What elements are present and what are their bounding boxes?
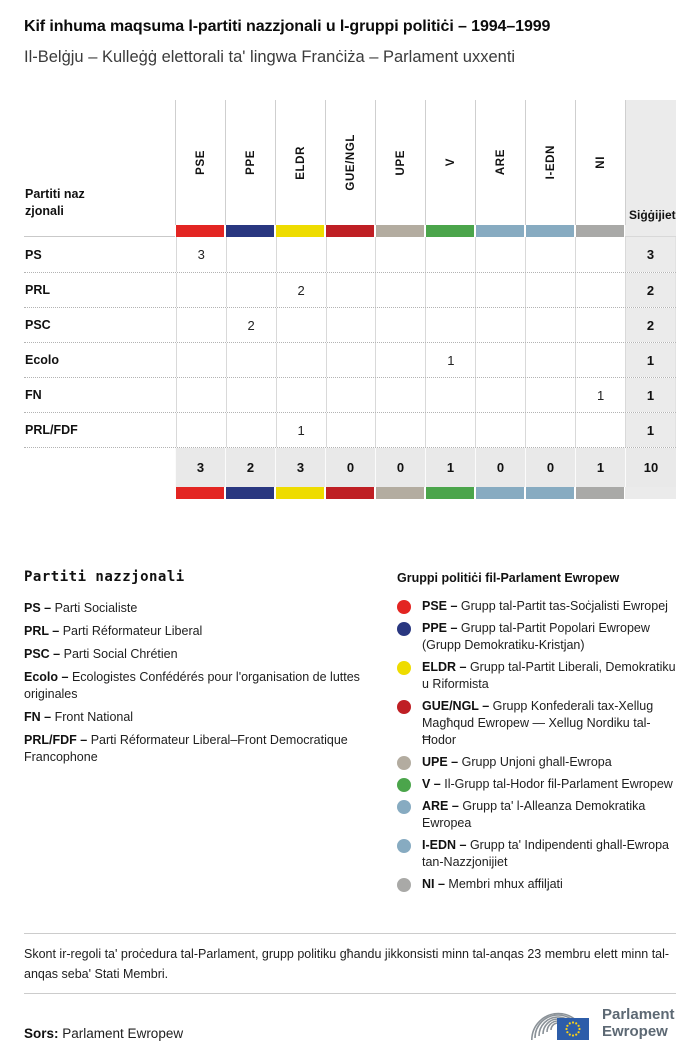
value-cell <box>375 273 425 307</box>
seats-cell: 1 <box>625 378 676 412</box>
value-cell <box>375 237 425 272</box>
value-cell <box>226 343 276 377</box>
column-header-ppe: PPE <box>225 100 275 225</box>
table-row-ps <box>24 237 676 272</box>
value-cell <box>326 273 376 307</box>
group-color-dot <box>397 778 411 792</box>
column-header-guengl: GUE/NGL <box>325 100 375 225</box>
seats-table <box>24 100 676 499</box>
group-color-bar <box>326 225 374 237</box>
value-cell <box>176 413 226 447</box>
group-color-bar <box>426 225 474 237</box>
value-cell <box>176 343 226 377</box>
group-color-dot <box>397 622 411 636</box>
logo-wordmark: Parlament Ewropew <box>602 1006 675 1040</box>
total-cell: 0 <box>525 448 575 487</box>
seats-cell: 2 <box>625 308 676 342</box>
legend-party-item: PSC – Parti Social Chrétien <box>24 647 178 661</box>
table-header-row <box>24 100 676 225</box>
group-color-dot <box>397 600 411 614</box>
group-color-bar <box>426 487 474 499</box>
total-cell: 2 <box>225 448 275 487</box>
legend-national-parties <box>24 569 380 772</box>
legend-group-item: GUE/NGL – Grupp Konfederali tax-Xellug Magħqud Ewropew — Xellug Nordiku tal-Ħodor <box>397 698 679 749</box>
group-color-bar <box>376 225 424 237</box>
value-cell <box>375 308 425 342</box>
value-cell: 2 <box>226 308 276 342</box>
group-color-bar <box>526 487 574 499</box>
value-cell: 3 <box>176 237 226 272</box>
total-cell: 3 <box>175 448 225 487</box>
legend-party-item: PRL/FDF – Parti Réformateur Liberal–Front Democratique Francophone <box>24 733 348 764</box>
group-color-bar <box>326 487 374 499</box>
value-cell <box>226 413 276 447</box>
table-row-prlfdf <box>24 412 676 447</box>
color-bar-spacer <box>24 225 175 237</box>
group-color-bar <box>526 225 574 237</box>
value-cell <box>276 308 326 342</box>
value-cell <box>475 378 525 412</box>
party-label: FN <box>25 388 42 402</box>
value-cell <box>475 273 525 307</box>
value-cell <box>525 343 575 377</box>
legend-party-item: FN – Front National <box>24 710 134 724</box>
value-cell <box>425 413 475 447</box>
group-color-bar <box>476 225 524 237</box>
group-color-bar <box>176 225 224 237</box>
column-header-pse: PSE <box>175 100 225 225</box>
total-cell: 3 <box>275 448 325 487</box>
legend-group-item: PSE – Grupp tal-Partit tas-Soċjalisti Ewropej <box>397 598 679 615</box>
value-cell <box>326 378 376 412</box>
value-cell: 1 <box>575 378 625 412</box>
value-cell <box>326 237 376 272</box>
value-cell <box>575 308 625 342</box>
seats-cell: 1 <box>625 343 676 377</box>
value-cell <box>375 343 425 377</box>
value-cell <box>226 378 276 412</box>
group-color-bar <box>176 487 224 499</box>
source-value: Parlament Ewropew <box>62 1026 184 1041</box>
column-header-upe: UPE <box>375 100 425 225</box>
seats-cell: 1 <box>625 413 676 447</box>
total-seats-cell: 10 <box>625 448 676 487</box>
group-color-bar <box>276 225 324 237</box>
value-cell <box>326 308 376 342</box>
legend-group-item: UPE – Grupp Unjoni ghall-Ewropa <box>397 754 679 771</box>
value-cell <box>575 343 625 377</box>
value-cell <box>326 413 376 447</box>
parliament-hemicycle-icon <box>531 999 593 1051</box>
divider <box>24 933 676 934</box>
party-label: PRL/FDF <box>25 423 78 437</box>
footer-color-bar-row <box>24 487 676 499</box>
value-cell <box>475 237 525 272</box>
table-row-fn <box>24 377 676 412</box>
value-cell <box>425 273 475 307</box>
total-cell: 1 <box>425 448 475 487</box>
group-color-bar <box>476 487 524 499</box>
value-cell <box>226 237 276 272</box>
legend-group-item: ELDR – Grupp tal-Partit Liberali, Demokratiku u Riformista <box>397 659 679 693</box>
seats-cell: 2 <box>625 273 676 307</box>
value-cell <box>425 308 475 342</box>
total-cell: 1 <box>575 448 625 487</box>
value-cell <box>226 273 276 307</box>
eu-flag <box>557 1018 589 1040</box>
column-header-ni: NI <box>575 100 625 225</box>
group-color-dot <box>397 878 411 892</box>
row-header-cell <box>24 100 175 225</box>
group-color-dot <box>397 839 411 853</box>
european-parliament-logo <box>531 999 675 1051</box>
value-cell <box>575 237 625 272</box>
seats-cell: 3 <box>625 237 676 272</box>
divider <box>24 993 676 994</box>
value-cell <box>425 378 475 412</box>
legend-party-item: PS – Parti Socialiste <box>24 601 138 615</box>
legend-group-item: PPE – Grupp tal-Partit Popolari Ewropew (Grupp Demokratiku-Kristjan) <box>397 620 679 654</box>
value-cell <box>276 343 326 377</box>
legend-party-item: PRL – Parti Réformateur Liberal <box>24 624 203 638</box>
value-cell <box>176 308 226 342</box>
party-label: PSC <box>25 318 51 332</box>
party-label: Ecolo <box>25 353 60 367</box>
column-header-eldr: ELDR <box>275 100 325 225</box>
table-row-psc <box>24 307 676 342</box>
page-subtitle: Il-Belġju – Kulleġġ elettorali ta' lingwa Franċiża – Parlament uxxenti <box>24 48 516 66</box>
page-title: Kif inhuma maqsuma l-partiti nazzjonali u l-gruppi politiċi – 1994–1999 <box>24 18 551 35</box>
value-cell <box>525 413 575 447</box>
legend-group-item: NI – Membri mhux affiljati <box>397 876 679 893</box>
value-cell <box>525 308 575 342</box>
value-cell <box>575 273 625 307</box>
group-color-bar <box>226 225 274 237</box>
total-cell: 0 <box>325 448 375 487</box>
value-cell <box>475 413 525 447</box>
group-color-bar <box>576 225 624 237</box>
table-totals-row <box>24 447 676 487</box>
source-line <box>24 1026 183 1041</box>
row-header-label: Partiti nazzjonali <box>25 187 85 218</box>
color-bar-spacer <box>24 487 175 499</box>
seats-column-fill <box>625 225 676 237</box>
table-row-prl <box>24 272 676 307</box>
group-color-bar <box>376 487 424 499</box>
value-cell <box>525 273 575 307</box>
footnote: Skont ir-regoli ta' proċedura tal-Parlament, grupp politiku għandu jikkonsisti minn tal-anqas 23 membru elett minn tal-anqas seba' Stati Membri. <box>24 947 670 981</box>
party-label: PRL <box>25 283 50 297</box>
party-label: PS <box>25 247 42 262</box>
total-cell: 0 <box>475 448 525 487</box>
value-cell <box>475 308 525 342</box>
legend-group-item: V – Il-Grupp tal-Hodor fil-Parlament Ewropew <box>397 776 679 793</box>
value-cell: 1 <box>276 413 326 447</box>
group-color-dot <box>397 700 411 714</box>
source-label: Sors: <box>24 1026 59 1041</box>
value-cell <box>475 343 525 377</box>
value-cell <box>326 343 376 377</box>
totals-spacer <box>24 448 175 487</box>
table-row-ecolo <box>24 342 676 377</box>
value-cell <box>276 237 326 272</box>
value-cell <box>375 378 425 412</box>
value-cell <box>176 378 226 412</box>
legend-groups-heading: Gruppi politiċi fil-Parlament Ewropew <box>397 571 620 585</box>
group-color-dot <box>397 661 411 675</box>
column-header-v: V <box>425 100 475 225</box>
value-cell: 1 <box>425 343 475 377</box>
legend-parties-heading: Partiti nazzjonali <box>24 569 185 585</box>
value-cell <box>525 378 575 412</box>
legend-group-item: I-EDN – Grupp ta' Indipendenti ghall-Ewropa tan-Nazzjonijiet <box>397 837 679 871</box>
legend-group-item: ARE – Grupp ta' l-Alleanza Demokratika Ewropea <box>397 798 679 832</box>
total-cell: 0 <box>375 448 425 487</box>
value-cell: 2 <box>276 273 326 307</box>
column-header-are: ARE <box>475 100 525 225</box>
seats-column-fill <box>625 487 676 499</box>
legend-party-item: Ecolo – Ecologistes Confédérés pour l'organisation de luttes originales <box>24 670 360 701</box>
seats-header-cell: Siġġijiet <box>625 100 676 225</box>
group-color-bar <box>576 487 624 499</box>
group-color-bar <box>226 487 274 499</box>
legend-political-groups <box>397 571 679 898</box>
value-cell <box>575 413 625 447</box>
value-cell <box>176 273 226 307</box>
group-color-bar <box>276 487 324 499</box>
value-cell <box>276 378 326 412</box>
group-color-dot <box>397 800 411 814</box>
value-cell <box>425 237 475 272</box>
header-color-bar-row <box>24 225 676 237</box>
column-header-iedn: I-EDN <box>525 100 575 225</box>
value-cell <box>375 413 425 447</box>
group-color-dot <box>397 756 411 770</box>
value-cell <box>525 237 575 272</box>
